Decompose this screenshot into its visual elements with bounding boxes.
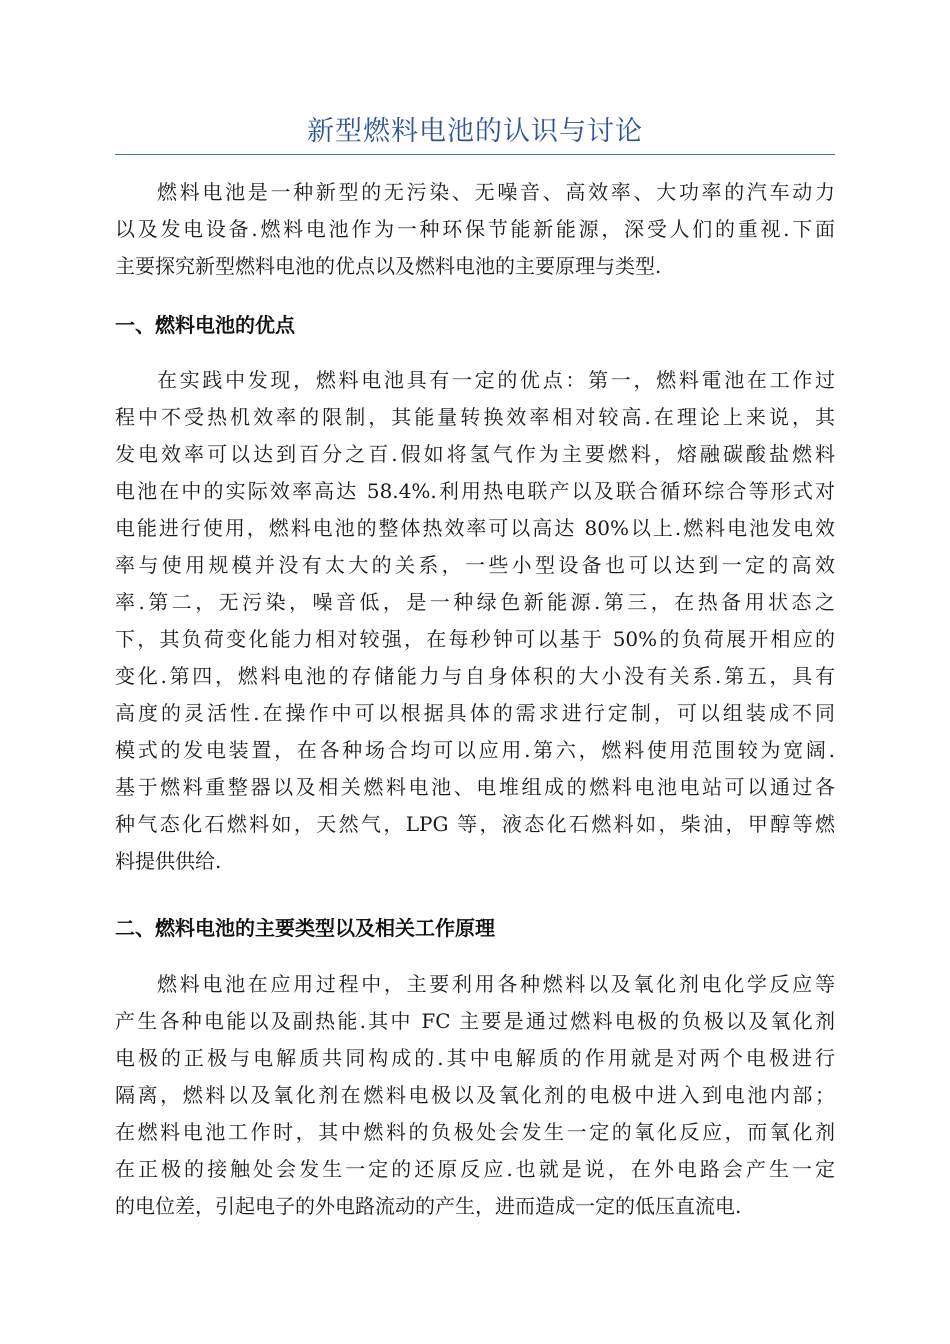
paragraph-line: 模式的发电装置，在各种场合均可以应用.第六，燃料使用范围较为宽阔. [115,738,835,762]
paragraph-line: 产生各种电能以及副热能.其中 FC 主要是通过燃料电极的负极以及氧化剂 [115,1009,835,1033]
paragraph-line: 下，其负荷变化能力相对较强，在每秒钟可以基于 50%的负荷展开相应的 [115,627,835,651]
paragraph-line: 在实践中发现，燃料电池具有一定的优点：第一，燃料電池在工作过 [157,368,835,392]
intro-paragraph [115,174,835,285]
advantages-paragraph [115,362,835,880]
paragraph-line: 高度的灵活性.在操作中可以根据具体的需求进行定制，可以组装成不同 [115,701,835,725]
types-paragraph [115,966,835,1225]
paragraph-line: 隔离，燃料以及氧化剂在燃料电极以及氧化剂的电极中进入到电池内部； [115,1083,835,1107]
paragraph-line: 程中不受热机效率的限制，其能量转换效率相对较高.在理论上来说，其 [115,405,835,429]
paragraph-line: 电极的正极与电解质共同构成的.其中电解质的作用就是对两个电极进行 [115,1046,835,1070]
paragraph-line: 燃料电池在应用过程中，主要利用各种燃料以及氧化剂电化学反应等 [157,972,835,996]
paragraph-line: 以及发电设备.燃料电池作为一种环保节能新能源，深受人们的重视.下面 [115,217,835,241]
paragraph-line: 基于燃料重整器以及相关燃料电池、电堆组成的燃料电池电站可以通过各 [115,775,835,799]
paragraph-line: 发电效率可以达到百分之百.假如将氢气作为主要燃料，熔融碳酸盐燃料 [115,442,835,466]
paragraph-line: 率与使用规模并没有太大的关系，一些小型设备也可以达到一定的高效 [115,553,835,577]
paragraph-line: 电能进行使用，燃料电池的整体热效率可以高达 80%以上.燃料电池发电效 [115,516,835,540]
paragraph-line: 在燃料电池工作时，其中燃料的负极处会发生一定的氧化反应，而氧化剂 [115,1120,835,1144]
section-heading-types-principles: 二、燃料电池的主要类型以及相关工作原理 [115,916,495,940]
paragraph-line: 电池在中的实际效率高达 58.4%.利用热电联产以及联合循环综合等形式对 [115,479,835,503]
paragraph-line: 率.第二，无污染，噪音低，是一种绿色新能源.第三，在热备用状态之 [115,590,835,614]
paragraph-line: 主要探究新型燃料电池的优点以及燃料电池的主要原理与类型. [115,254,662,278]
title-underline [115,154,835,155]
paragraph-line: 料提供供给. [115,849,222,873]
section-heading-advantages: 一、燃料电池的优点 [115,313,295,337]
paragraph-line: 的电位差，引起电子的外电路流动的产生，进而造成一定的低压直流电. [115,1194,742,1218]
paragraph-line: 燃料电池是一种新型的无污染、无噪音、高效率、大功率的汽车动力 [157,180,835,204]
document-title: 新型燃料电池的认识与讨论 [307,116,643,147]
paragraph-line: 变化.第四，燃料电池的存储能力与自身体积的大小没有关系.第五，具有 [115,664,835,688]
paragraph-line: 种气态化石燃料如，天然气，LPG 等，液态化石燃料如，柴油，甲醇等燃 [115,812,835,836]
paragraph-line: 在正极的接触处会发生一定的还原反应.也就是说，在外电路会产生一定 [115,1157,835,1181]
